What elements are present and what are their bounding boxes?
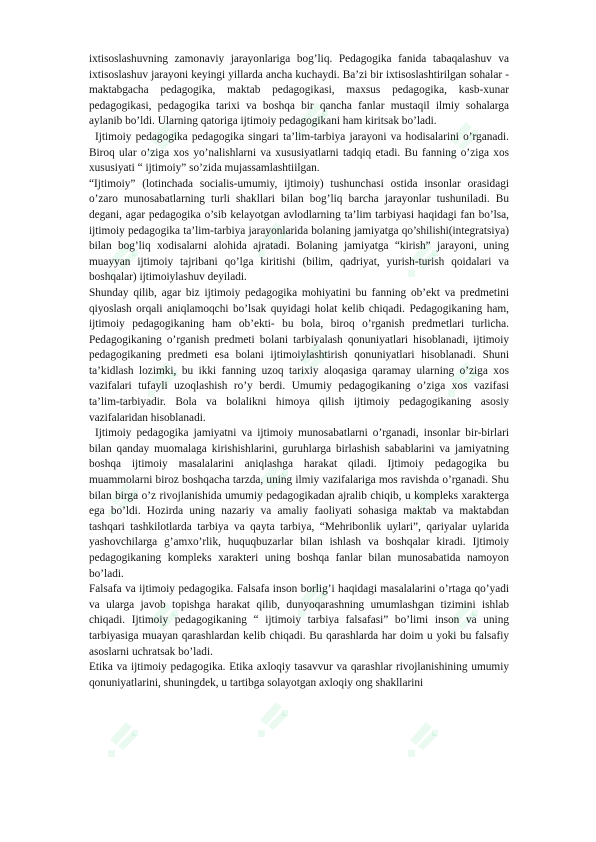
paragraph-4: Shunday qilib, agar biz ijtimoiy pedagogika mohiyatini bu fanning ob’ekt va predmetini qiyoslash orqali aniqlamoqchi bo’lsak quyidagi holat kelib chiqadi. Pedagogikaning ham, ijtimoiy pedagogikaning ham ob’ekti- bu bola, biroq o’rganish predmetlari turlicha. Pedagogikaning o’rganish predmeti bolani tarbiyalash qonuniyatlari hisoblanadi, ijtimoiy pedagogikaning predmeti esa bolani ijtimoiylashtirish qonuniyatlari hisoblanadi. Shuni ta’kidlash lozimki, bu ikki fanning uzoq tarixiy aloqasiga qaramay ularning o’ziga xos vazifalari tufayli uzoqlashish ro’y berdi. Umumiy pedagogikaning o’ziga xos vazifasi ta’lim-tarbiyadir. Bola va bolalikni himoya qilish ijtimoiy pedagogikaning asosiy vazifalaridan hisoblanadi. [89,286,509,424]
body-text [89,52,509,691]
paragraph-6: Falsafa va ijtimoiy pedagogika. Falsafa inson borlig’i haqidagi masalalarini o’rtaga qo’yadi va ularga javob topishga harakat qilib, dunyoqarashning umumlashgan tizimini ishlab chiqadi. Ijtimoiy pedagogikaning “ ijtimoiy tarbiya falsafasi” bo’limi inson va uning tarbiyasiga muayan qarashlardan kelib chiqadi. Bu qarashlarda har doim u yoki bu falsafiy asoslarni uchratsak bo’ladi. [89,583,509,658]
paragraph-7: Etika va ijtimoiy pedagogika. Etika axloqiy tasavvur va qarashlar rivojlanishining umumiy qonuniyatlarini, shuningdek, u tartibga solayotgan axloqiy ong shakllarini [89,661,509,689]
paragraph-2: Ijtimoiy pedagogika pedagogika singari ta’lim-tarbiya jarayoni va hodisalarini o’rganadi. Biroq ular o’ziga xos yo’nalishlarni va xususiyatlarni tadqiq etadi. Bu fanning o’ziga xos xususiyati “ ijtimoiy” so’zida mujassamlashtiilgan. [89,130,509,175]
paragraph-5: Ijtimoiy pedagogika jamiyatni va ijtimoiy munosabatlarni o’rganadi, insonlar bir-birlari bilan qanday muomalaga kirishishlarini, guruhlarga birlashish sabablarini va jamiyatning boshqa ijtimoiy masalalarini aniqlashga harakat qiladi. Ijtimoiy pedagogika bu muammolarni biroz boshqacha tarzda, uning ilmiy vazifalariga mos ravishda o’rganadi. Shu bilan birga o’z rivojlanishida umumiy pedagogikadan ajralib chiqib, u kompleks xarakterga ega bo’ldi. Hozirda uning nazariy va amaliy faoliyati sohasiga maktab va maktabdan tashqari tashkilotlarda tarbiya va qayta tarbiya, “Mehribonlik uylari”, qariyalar uylarida yashovchilarga g’amxo’rlik, huquqbuzarlar bilan ishlash va boshqalar kiradi. Ijtimoiy pedagogikaning kompleks xarakteri uning boshqa fanlar bilan munosabatida namoyon bo’ladi. [89,427,509,580]
paragraph-1: ixtisoslashuvning zamonaviy jarayonlariga bog’liq. Pedagogika fanida tabaqalashuv va ixtisoslashuv jarayoni keyingi yillarda ancha kuchaydi. Ba’zi bir ixtisoslashtirilgan sohalar - maktabgacha pedagogika, maktab pedagogikasi, maxsus pedagogika, kasb-xunar pedagogikasi, pedagogika tarixi va boshqa bir qancha fanlar mustaqil ilmiy sohalarga aylanib bo’ldi. Ularning qatoriga ijtimoiy pedagogikani ham kiritsak bo’ladi. [89,53,509,128]
paragraph-3: “Ijtimoiy” (lotinchada socialis-umumiy, ijtimoiy) tushunchasi ostida insonlar orasidagi o’zaro munosabatlarning turli shakllari bilan bog’liq barcha jarayonlar tushuniladi. Bu degani, agar pedagogika o’sib kelayotgan avlodlarning ta’lim tarbiyasi haqidagi fan bo’lsa, ijtimoiy pedagogika ta’lim-tarbiya jarayonlarida bolaning jamiyatga qo’shilishi(integratsiya) bilan bog’liq xodisalarni alohida ajratadi. Bolaning jamiyatga “kirish” jarayoni, uning muayyan ijtimoiy tajribani qo’lga kiritishi (bilim, qadriyat, yurish-turish qoidalari va boshqalar) ijtimoiylashuv deyiladi. [89,177,509,284]
